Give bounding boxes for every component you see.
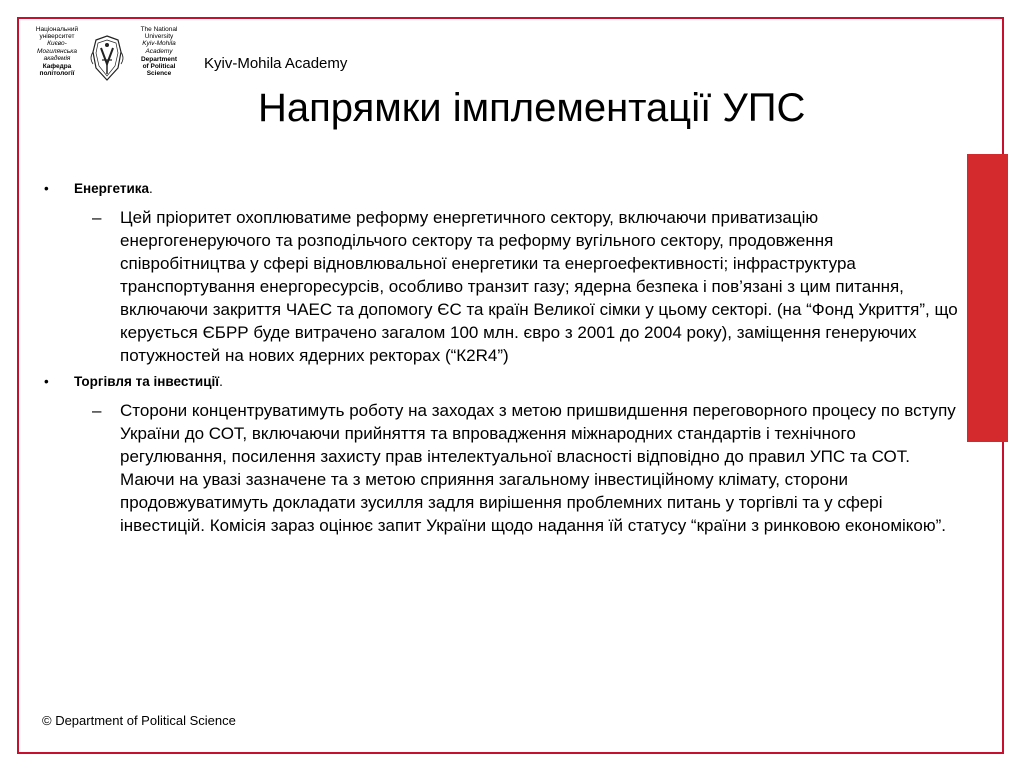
logo-right-line: The National: [140, 26, 178, 33]
sub-item-energy: [40, 206, 960, 367]
logo-right-dept-line: Science: [146, 70, 172, 78]
bullet-heading: Торгівля та інвестиції: [74, 374, 220, 389]
logo-text-english: [130, 26, 188, 77]
logo-right-dept-line: Department: [140, 55, 178, 63]
logo-left-line: академія: [43, 54, 71, 62]
logo-left-line: університет: [39, 33, 75, 41]
logo-left-dept-line: політології: [39, 70, 75, 78]
sub-item-text: Цей пріоритет охоплюватиме реформу енергетичного сектору, включаючи приватизацію енергогенеруючого та розподільчого сектору та реформу вугільного сектору, продовження співробітництва у сфері відновлювальної енергетики та енергоефективності; інфраструктура транспортування енергоресурсів, особливо транзит газу; ядерна безпека і пов’язані з цим питання, включаючи закриття ЧАЕС та допомогу ЄС та країн Великої сімки у цьому секторі. (на “Фонд Укриття”, що керується ЄБРР буде витрачено загалом 100 млн. євро з 2001 до 2004 року), заміщення генеруючих потужностей на нових ядерних ректорах (“К2R4”): [120, 208, 958, 365]
university-crest-icon: [88, 34, 126, 82]
logo-right-line: Kyiv-Mohila: [142, 40, 176, 48]
dash-marker: –: [92, 208, 102, 227]
logo-left-line: Києво-: [47, 40, 67, 48]
logo-left-line: Могилянська: [37, 47, 77, 55]
slide-content: [40, 180, 960, 543]
logo-right-line: Academy: [145, 47, 173, 55]
logo-right-line: University: [144, 33, 174, 41]
bullet-marker: •: [44, 181, 49, 196]
bullet-period: .: [219, 374, 223, 389]
dash-marker: –: [92, 401, 102, 420]
bullet-marker: •: [44, 374, 49, 389]
logo-text-ukrainian: [28, 26, 86, 77]
logo-right-dept: [130, 56, 188, 78]
bullet-energy: [40, 180, 960, 198]
academy-name: Kyiv-Mohila Academy: [204, 55, 348, 72]
bullet-heading: Енергетика: [74, 181, 150, 196]
bullet-period: .: [149, 181, 153, 196]
university-logo: [24, 26, 184, 88]
sub-item-text: Сторони концентруватимуть роботу на заходах з метою пришвидшення переговорного процесу по вступу України до СОТ, включаючи прийняття та впровадження міжнародних стандартів і технічного регулювання, посилення захисту прав інтелектуальної власності відповідно до правил УПС та СОТ. Маючи на увазі зазначене та з метою сприяння загальному інвестиційному клімату, сторони продовжуватимуть докладати зусилля задля вирішення проблемних питань у торгівлі та у сфері інвестицій. Комісія зараз оцінює запит України щодо надання їй статусу “країни з ринковою економікою”.: [120, 401, 956, 535]
logo-left-line: Національний: [35, 26, 79, 33]
logo-left-dept: [28, 63, 86, 77]
slide-title: Напрямки імплементації УПС: [258, 86, 806, 130]
sub-item-trade: [40, 399, 960, 537]
bullet-trade: [40, 373, 960, 391]
red-accent-bar: [967, 154, 1008, 442]
footer-copyright: © Department of Political Science: [42, 713, 236, 728]
logo-right-dept-line: of Political: [142, 63, 176, 71]
logo-left-dept-line: Кафедра: [42, 63, 72, 71]
